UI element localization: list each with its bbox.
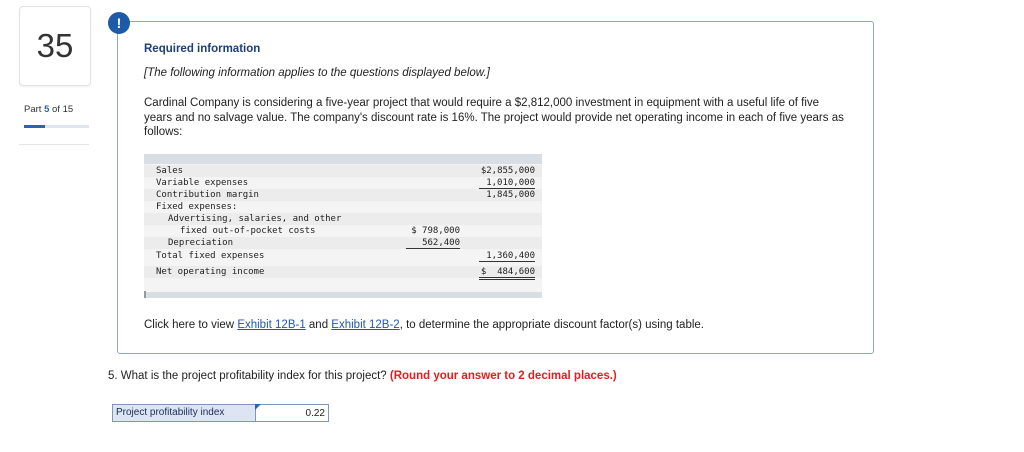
table-footer-edge [144,291,146,298]
profitability-index-input[interactable] [255,404,329,422]
row-label: Contribution margin [156,190,259,200]
exhibit-middle: and [305,319,332,331]
answer-label: Project profitability index [112,404,257,422]
table-row-net-operating-income [144,266,542,278]
row-label: Fixed expenses: [156,202,238,212]
row-value-col2: 1,010,000 [479,178,535,189]
part-progress-fill [24,125,45,128]
question-number: 35 [36,27,74,64]
part-indicator [24,104,73,115]
table-row-sales [144,165,542,177]
row-value-col1: 562,400 [406,238,460,249]
table-row-out-of-pocket [144,225,542,237]
exhibit-prefix: Click here to view [144,319,238,331]
left-divider [19,144,89,145]
table-row-contribution-margin [144,189,542,201]
answer-corner-marker [255,404,261,410]
question-number-box [19,6,91,86]
exclamation-icon: ! [108,12,130,34]
table-row-variable-expenses [144,177,542,189]
table-header-band [144,154,542,164]
required-information-title: Required information [144,43,261,55]
row-label: fixed out-of-pocket costs [180,226,316,236]
row-value-col2: 1,845,000 [486,190,535,200]
question-prompt: 5. What is the project profitability index for this project? [108,370,390,382]
part-progress-bar [24,125,89,128]
exhibit-12b-2-link[interactable]: Exhibit 12B-2 [331,319,400,331]
info-note: [The following information applies to the questions displayed below.] [144,67,490,79]
part-prefix: Part [24,104,45,115]
question-text [108,370,617,382]
table-row-advertising [144,213,542,225]
row-label: Net operating income [156,267,265,277]
required-information-panel [117,21,874,354]
problem-paragraph: Cardinal Company is considering a five-year project that would require a $2,812,000 investment in equipment with a useful life of five years and no salvage value. The company's discount rate is 16%. The project would provide net operating income in each of five years as follows: [144,97,844,138]
row-value-col2: $2,855,000 [480,166,535,176]
part-total: 15 [62,104,74,115]
row-label: Advertising, salaries, and other [168,214,342,224]
table-footer-band [144,292,542,298]
row-label: Total fixed expenses [156,251,265,261]
exhibit-suffix: , to determine the appropriate discount factor(s) using table. [399,319,704,331]
row-label: Depreciation [168,238,234,248]
row-label: Sales [156,166,184,176]
row-label: Variable expenses [156,178,249,188]
row-value-col1: $ 798,000 [411,226,460,236]
exhibit-instructions [144,319,704,331]
part-current: 5 [44,104,50,115]
table-row-fixed-expenses [144,201,542,213]
rounding-instruction: (Round your answer to 2 decimal places.) [389,370,617,382]
table-row-depreciation [144,237,542,249]
part-separator: of [49,104,63,115]
table-row-total-fixed [144,250,542,262]
income-statement-table [144,154,542,298]
row-value-col2: $ 484,600 [479,267,535,280]
exhibit-12b-1-link[interactable]: Exhibit 12B-1 [237,319,306,331]
row-value-col2: 1,360,400 [479,251,535,262]
